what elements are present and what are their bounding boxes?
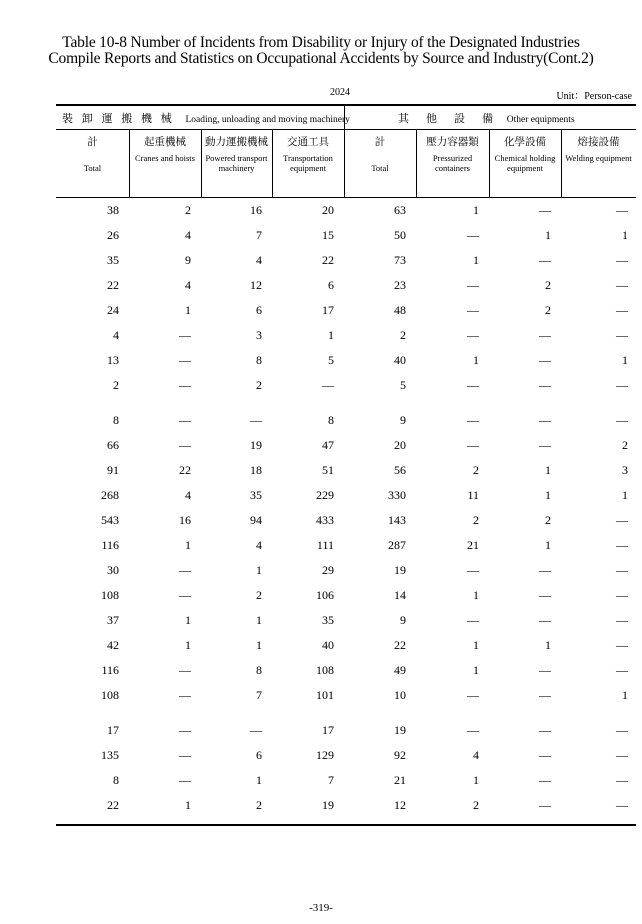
table-cell: —: [467, 278, 479, 292]
table-cell: —: [539, 773, 551, 787]
table-cell: 19: [250, 438, 262, 452]
table-cell: —: [539, 353, 551, 367]
table-cell: 1: [256, 613, 262, 627]
table-cell: 7: [256, 688, 262, 702]
table-cell: —: [616, 203, 628, 217]
table-cell: 30: [107, 563, 119, 577]
table-cell: —: [616, 663, 628, 677]
column-divider: [129, 130, 130, 197]
table-cell: 35: [250, 488, 262, 502]
table-cell: —: [179, 438, 191, 452]
table-cell: 40: [394, 353, 406, 367]
table-cell: —: [616, 328, 628, 342]
table-cell: —: [616, 303, 628, 317]
table-cell: 22: [394, 638, 406, 652]
column-header-en: Chemical holding equipment: [494, 153, 556, 173]
table-cell: 3: [256, 328, 262, 342]
table-cell: —: [179, 748, 191, 762]
table-cell: —: [616, 613, 628, 627]
column-header-en: Powered transport machinery: [205, 153, 268, 173]
table-cell: 2: [256, 798, 262, 812]
table-cell: 129: [316, 748, 334, 762]
table-cell: 40: [322, 638, 334, 652]
table-cell: 1: [185, 303, 191, 317]
column-header-en: Pressurized containers: [432, 153, 473, 173]
table-cell: —: [467, 688, 479, 702]
column-header-en: Welding equipment: [565, 153, 632, 163]
table-cell: 1: [256, 638, 262, 652]
table-cell: 2: [400, 328, 406, 342]
table-cell: 8: [256, 663, 262, 677]
table-cell: 8: [113, 773, 119, 787]
table-cell: 17: [322, 303, 334, 317]
table-cell: 17: [107, 723, 119, 737]
column-header-zh: 動力運搬機械: [205, 137, 268, 148]
table-cell: 287: [388, 538, 406, 552]
table-cell: 48: [394, 303, 406, 317]
table-cell: 21: [394, 773, 406, 787]
table-cell: 1: [622, 228, 628, 242]
table-cell: 1: [185, 538, 191, 552]
column-header-rule: [56, 197, 636, 198]
table-cell: 29: [322, 563, 334, 577]
table-cell: 4: [113, 328, 119, 342]
table-cell: 19: [394, 723, 406, 737]
table-cell: 2: [256, 588, 262, 602]
table-cell: —: [322, 378, 334, 392]
table-cell: 101: [316, 688, 334, 702]
table-cell: 20: [394, 438, 406, 452]
column-header: [272, 131, 344, 197]
table-cell: —: [467, 303, 479, 317]
table-cell: —: [539, 203, 551, 217]
table-cell: —: [616, 638, 628, 652]
group-header-zh: 其 他 設 備: [398, 113, 496, 125]
table-cell: 11: [467, 488, 479, 502]
table-cell: 2: [473, 463, 479, 477]
table-cell: —: [467, 563, 479, 577]
table-cell: —: [179, 723, 191, 737]
table-cell: 108: [101, 688, 119, 702]
table-cell: —: [179, 663, 191, 677]
table-cell: 12: [250, 278, 262, 292]
column-header: [56, 131, 129, 197]
table-cell: —: [179, 413, 191, 427]
column-header-zh: 計: [374, 137, 386, 148]
table-cell: 19: [322, 798, 334, 812]
table-cell: 135: [101, 748, 119, 762]
table-cell: 49: [394, 663, 406, 677]
table-cell: 8: [256, 353, 262, 367]
table-cell: 21: [467, 538, 479, 552]
table-cell: 9: [400, 413, 406, 427]
table-cell: 63: [394, 203, 406, 217]
table-cell: 8: [113, 413, 119, 427]
table-cell: 116: [101, 663, 119, 677]
table-cell: —: [539, 253, 551, 267]
table-cell: —: [616, 723, 628, 737]
table-cell: 9: [185, 253, 191, 267]
unit-label: Unit：Person-case: [556, 91, 632, 102]
table-cell: —: [539, 748, 551, 762]
table-cell: 35: [107, 253, 119, 267]
table-cell: 1: [473, 773, 479, 787]
table-cell: —: [467, 328, 479, 342]
table-cell: —: [616, 278, 628, 292]
table-cell: —: [616, 513, 628, 527]
table-cell: 3: [622, 463, 628, 477]
table-cell: 1: [256, 773, 262, 787]
table-cell: 1: [545, 538, 551, 552]
column-divider: [201, 130, 202, 197]
table-cell: —: [616, 798, 628, 812]
table-cell: 143: [388, 513, 406, 527]
table-cell: 20: [322, 203, 334, 217]
table-cell: 12: [394, 798, 406, 812]
table-cell: —: [250, 723, 262, 737]
group-header-zh: 裝 卸 運 搬 機 械: [62, 113, 175, 125]
table-cell: 26: [107, 228, 119, 242]
table-cell: 2: [473, 513, 479, 527]
table-cell: —: [179, 688, 191, 702]
table-cell: 6: [328, 278, 334, 292]
column-header-en: Cranes and hoists: [135, 153, 195, 163]
table-cell: —: [467, 228, 479, 242]
table-cell: —: [539, 438, 551, 452]
table-cell: 2: [185, 203, 191, 217]
table-cell: 23: [394, 278, 406, 292]
table-cell: —: [179, 563, 191, 577]
column-divider: [489, 130, 490, 197]
table-cell: 4: [185, 228, 191, 242]
table-cell: —: [616, 413, 628, 427]
table-cell: 111: [316, 538, 334, 552]
table-cell: —: [616, 378, 628, 392]
table-cell: —: [250, 413, 262, 427]
group-header-other-equipments: [398, 108, 575, 130]
table-cell: —: [616, 773, 628, 787]
column-divider: [416, 130, 417, 197]
table-cell: 91: [107, 463, 119, 477]
table-cell: —: [539, 378, 551, 392]
column-header-en: Total: [371, 163, 389, 173]
column-header: [344, 131, 416, 197]
table-cell: —: [539, 688, 551, 702]
table-cell: 2: [473, 798, 479, 812]
table-cell: —: [467, 613, 479, 627]
table-cell: —: [467, 438, 479, 452]
page-number: -319-: [309, 902, 333, 914]
table-cell: —: [539, 798, 551, 812]
table-cell: 2: [256, 378, 262, 392]
table-cell: —: [179, 353, 191, 367]
table-cell: 1: [622, 353, 628, 367]
table-cell: —: [179, 328, 191, 342]
table-cell: 4: [473, 748, 479, 762]
table-cell: 4: [256, 253, 262, 267]
table-cell: 22: [107, 798, 119, 812]
table-cell: 8: [328, 413, 334, 427]
table-cell: 1: [473, 203, 479, 217]
table-cell: 15: [322, 228, 334, 242]
table-cell: 1: [545, 228, 551, 242]
table-cell: —: [539, 413, 551, 427]
table-cell: 42: [107, 638, 119, 652]
table-cell: 47: [322, 438, 334, 452]
column-header-zh: 起重機械: [144, 137, 186, 148]
table-cell: 5: [400, 378, 406, 392]
table-cell: 1: [545, 463, 551, 477]
column-header-en: Total: [83, 163, 102, 173]
table-cell: —: [179, 378, 191, 392]
column-divider: [561, 130, 562, 197]
column-header-zh: 計: [87, 137, 98, 148]
column-header-zh: 化學設備: [504, 137, 546, 148]
table-cell: —: [616, 588, 628, 602]
table-cell: 38: [107, 203, 119, 217]
table-title-line-1: Table 10-8 Number of Incidents from Disability or Injury of the Designated Industries: [62, 34, 580, 51]
table-cell: —: [616, 538, 628, 552]
table-cell: —: [467, 723, 479, 737]
table-cell: 16: [250, 203, 262, 217]
table-cell: 92: [394, 748, 406, 762]
table-cell: 1: [473, 253, 479, 267]
column-header-zh: 交通工具: [287, 137, 329, 148]
table-cell: 18: [250, 463, 262, 477]
table-cell: 1: [185, 613, 191, 627]
table-cell: 22: [179, 463, 191, 477]
table-cell: —: [616, 748, 628, 762]
table-cell: 22: [107, 278, 119, 292]
table-cell: 2: [545, 278, 551, 292]
column-header: [416, 131, 489, 197]
header-top-rule: [56, 104, 636, 106]
table-cell: —: [539, 328, 551, 342]
table-cell: —: [539, 723, 551, 737]
table-cell: 94: [250, 513, 262, 527]
column-header: [489, 131, 561, 197]
column-header-zh: 熔接設備: [577, 137, 620, 148]
table-cell: 16: [179, 513, 191, 527]
table-cell: —: [616, 563, 628, 577]
table-cell: 543: [101, 513, 119, 527]
table-cell: 17: [322, 723, 334, 737]
report-year: 2024: [330, 87, 350, 98]
table-cell: 1: [545, 488, 551, 502]
table-cell: —: [616, 253, 628, 267]
group-header-en: Loading, unloading and moving machinery: [185, 115, 350, 125]
table-bottom-rule: [56, 824, 636, 826]
table-cell: —: [179, 588, 191, 602]
table-cell: 4: [185, 488, 191, 502]
column-header-zh: 壓力容器類: [426, 137, 479, 148]
table-cell: 7: [328, 773, 334, 787]
table-cell: —: [539, 588, 551, 602]
table-cell: 6: [256, 303, 262, 317]
table-cell: 2: [545, 303, 551, 317]
table-cell: 1: [473, 588, 479, 602]
table-cell: 229: [316, 488, 334, 502]
table-cell: 1: [256, 563, 262, 577]
table-cell: 5: [328, 353, 334, 367]
table-cell: —: [179, 773, 191, 787]
table-cell: 116: [101, 538, 119, 552]
table-cell: 51: [322, 463, 334, 477]
table-cell: 1: [473, 353, 479, 367]
table-cell: 2: [113, 378, 119, 392]
table-cell: 1: [622, 688, 628, 702]
table-cell: 108: [316, 663, 334, 677]
table-cell: 1: [473, 638, 479, 652]
table-cell: 22: [322, 253, 334, 267]
table-cell: 1: [622, 488, 628, 502]
table-cell: 4: [185, 278, 191, 292]
group-header-en: Other equipments: [506, 115, 575, 125]
table-cell: 1: [473, 663, 479, 677]
table-cell: 56: [394, 463, 406, 477]
table-cell: 7: [256, 228, 262, 242]
table-cell: 24: [107, 303, 119, 317]
table-title-line-2: Compile Reports and Statistics on Occupational Accidents by Source and Industry(Cont.2): [48, 50, 594, 67]
table-cell: 13: [107, 353, 119, 367]
table-cell: 4: [256, 538, 262, 552]
table-cell: 2: [545, 513, 551, 527]
table-cell: 1: [328, 328, 334, 342]
column-header-en: Transportation equipment: [283, 153, 333, 173]
table-cell: 2: [622, 438, 628, 452]
table-cell: 66: [107, 438, 119, 452]
table-cell: 1: [185, 798, 191, 812]
table-cell: 268: [101, 488, 119, 502]
column-divider: [344, 130, 345, 197]
table-cell: 6: [256, 748, 262, 762]
table-cell: —: [539, 613, 551, 627]
table-cell: 35: [322, 613, 334, 627]
column-header: [201, 131, 272, 197]
table-cell: 108: [101, 588, 119, 602]
table-cell: —: [467, 378, 479, 392]
table-cell: 433: [316, 513, 334, 527]
table-cell: 14: [394, 588, 406, 602]
table-cell: 9: [400, 613, 406, 627]
column-header: [561, 131, 636, 197]
table-cell: 10: [394, 688, 406, 702]
table-cell: 1: [545, 638, 551, 652]
table-cell: 1: [185, 638, 191, 652]
column-header: [129, 131, 201, 197]
table-cell: —: [539, 663, 551, 677]
table-cell: 50: [394, 228, 406, 242]
column-divider: [272, 130, 273, 197]
table-cell: 37: [107, 613, 119, 627]
table-cell: 19: [394, 563, 406, 577]
table-cell: —: [539, 563, 551, 577]
table-cell: 330: [388, 488, 406, 502]
table-cell: 73: [394, 253, 406, 267]
table-cell: 106: [316, 588, 334, 602]
group-header-loading-machinery: [62, 108, 350, 130]
table-cell: —: [467, 413, 479, 427]
